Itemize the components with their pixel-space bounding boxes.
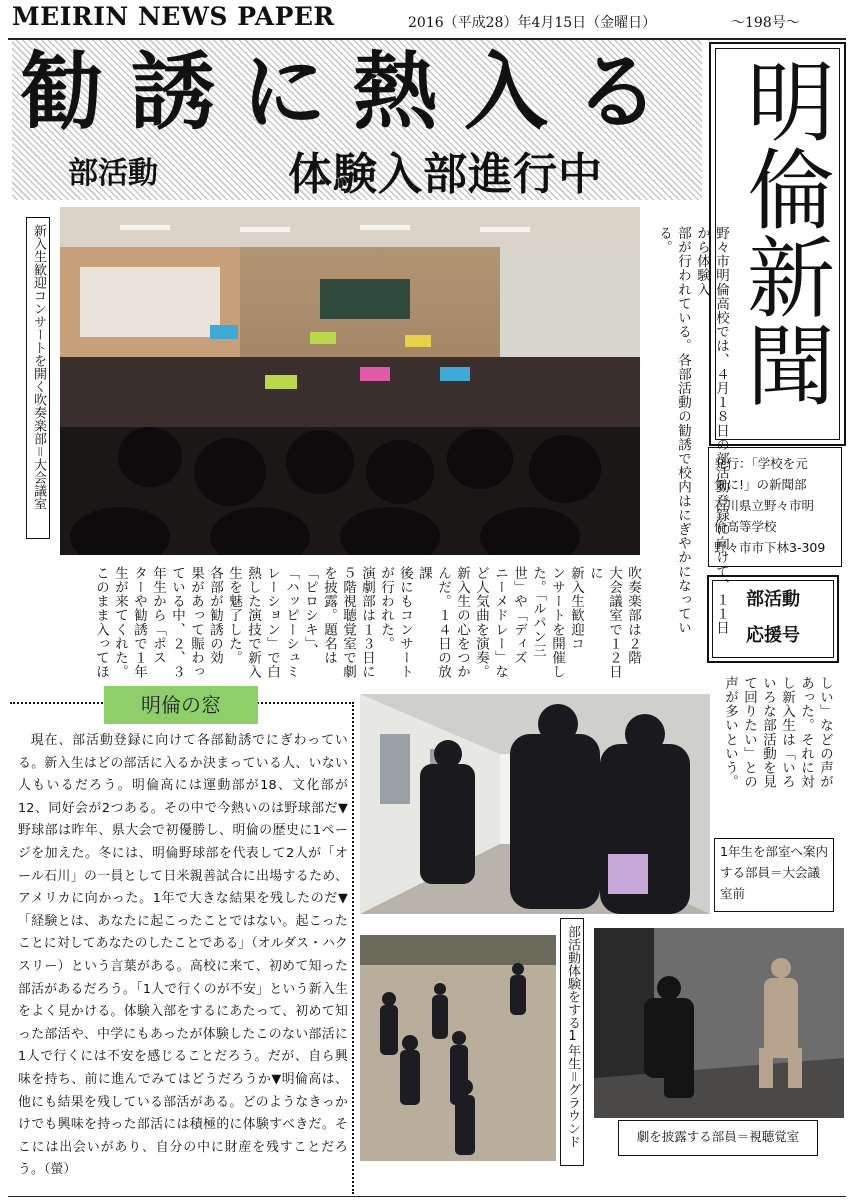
article-column: しい」などの声が [817,676,833,789]
publisher-line: 気に!」の新聞部 [714,477,807,492]
column-window-title: 明倫の窓 [104,686,258,724]
headline-main: 勧誘に熱入る [20,43,687,141]
article-column: ど人気曲を演奏。 [473,566,489,679]
article-column: が行われた。 [378,566,394,651]
concert-photo [60,207,640,555]
article-column: 各部が勧誘の効 [207,566,223,665]
column-window-paragraph: 現在、部活動登録に向けて各部勧誘でにぎわっている。新入生はどの部活に入るか決まっている人、いない人もいるだろう。明倫高には運動部が18、文化部が12、同好会が2つある。その中で今熱いのは野球部だ▼野球部は昨年、県大会で初優勝し、明倫の歴史に1ページを加えた。冬には、明倫野球部を代表して2人が「オール石川」の一員として日米親善試合に出場するため、アメリカに向かった。1年で大きな結果を残したのだ▼「経験とは、あなたに起こったことではない。起こったことに対してあなたのしたことである」（オルダス・ハクスリー）という言葉がある。高校に来て、初めて知った部活があるだろう。「1人で行くのが不安」という新入生をよく見かける。体験入部をするにあたって、初めて知った部活や、中学にもあったが体験したこのない部活に1人で行くには不安を感じることだろう。だが、自ら興味を持ち、前に進んでみてはどうだろうか▼明倫高は、他にも結果を残している部活がある。どのようなきっかけでも興味を持った部活には積極的に体験すべきだ。そこには出会いがあり、自分の中に財産を残すことだろう。（螢） [18,733,348,1178]
publisher-line: 石川県立野々市明 [714,498,815,513]
article-column: 世」や「ディズ [511,566,527,665]
issue-number: ～198号～ [731,15,800,31]
support-line: 応援号 [746,625,800,646]
article-column: て回りたい」との [741,676,757,789]
article-column: 年生から「ポス [150,566,166,665]
article-middle [60,566,642,692]
article-column: し新入生は「いろ [779,676,795,789]
publisher-line: 野々市市下林3-309 [714,540,826,555]
lead-text [654,226,730,640]
paper-name: MEIRIN NEWS PAPER [12,2,335,31]
article-column: あった。それに対 [798,676,814,789]
article-column: レーション」で白 [264,566,280,679]
lead-column: 野々市明倫高校では、４月１８日の部活動登録に向けて、１１日から体験入 [694,226,729,635]
article-column: 新入生の心をつか [454,566,470,679]
article-column: ５階視聴覚室で劇 [340,566,356,679]
article-column: を披露。題名は [321,566,337,665]
article-column: 生を魅了した。 [226,566,242,665]
lead-column: 部が行われている。各部活動の勧誘で校内はにぎやかになっている。 [656,226,691,635]
drama-photo [594,928,844,1118]
caption-guide: 1年生を部室へ案内する部員＝大会議室前 [714,838,834,912]
headline-sub-left: 部活動 [68,156,158,191]
paper-title: 明倫新聞 [733,56,836,408]
article-column: んだ。１４日の放課 [416,566,451,679]
headline-sub-right: 体験入部進行中 [288,149,603,200]
caption-drama: 劇を披露する部員＝視聴覚室 [618,1120,818,1156]
hallway-photo [360,694,710,914]
caption-concert: 新入生歓迎コンサートを開く吹奏楽部＝大会議室 [26,217,50,539]
caption-ground: 部活動体験をする1年生＝グラウンド [560,918,584,1166]
page-frame-bottom-rule [8,1196,846,1197]
article-column: ている中、２、３ [169,566,185,679]
ground-photo [360,935,556,1161]
article-column: 「ピロシキ」、 [302,566,318,658]
column-window-body [18,730,348,1182]
article-column: 生が来てくれた。 [112,566,128,679]
article-column: 声が多いという。 [722,676,738,789]
publisher-line: 倫高等学校 [714,519,777,534]
article-column: 果があって賑わっ [188,566,204,679]
article-column: 「ハッピーシュミ [283,566,299,679]
article-column: ンサートを開催し [549,566,565,679]
publisher-line: 発行：「学校を元 [714,456,808,471]
article-column: 大会議室で１２日に [587,566,622,679]
article-column: このまま入ってほ [93,566,109,679]
article-column: いろな部活動を見 [760,676,776,789]
article-column: 後にもコンサート [397,566,413,679]
issue-date: 2016（平成28）年4月15日（金曜日） [408,15,657,31]
article-column: 吹奏楽部は２階 [625,566,641,665]
article-column: た。「ルパン三 [530,566,546,658]
article-column: ターや勧誘で１年 [131,566,147,679]
article-column: 熱した演技で新入 [245,566,261,679]
article-column: 新入生歓迎コ [568,566,584,651]
article-column: ニーメドレー」な [492,566,508,679]
support-line: 部活動 [746,589,800,610]
article-right-continued [720,676,834,806]
article-column: 演劇部は１３日に [359,566,375,679]
